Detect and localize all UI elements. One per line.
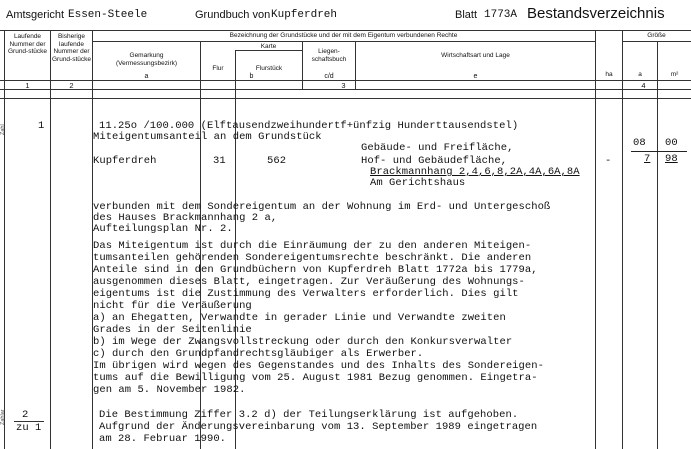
sheet-label: Blatt <box>455 9 478 21</box>
text-line: Im übrigen wird wegen des Gegenstandes und des Inhalts des Sondereigen- <box>93 360 544 372</box>
text-line: Anteile sind in den Grundbüchern von Kupferdreh Blatt 1772a bis 1779a, <box>93 264 538 276</box>
col-head-lfd: Laufende Nummer der Grund-stücke <box>7 33 48 55</box>
entry1-a: 7 <box>644 153 651 165</box>
register-name: Kupferdreh <box>271 9 338 21</box>
group-rule <box>92 41 595 42</box>
col-head-groesse: Größe <box>647 32 666 39</box>
table-top-rule <box>0 30 691 31</box>
entry1-flur: 31 <box>213 155 226 167</box>
text-line: verbunden mit dem Sondereigentum an der Wohnung im Erd- und Untergeschoß <box>93 201 551 213</box>
col-head-gemarkung-sub: (Vermessungsbezirk) <box>115 60 178 67</box>
entry2-lfd: 2 <box>22 409 29 421</box>
col-head-a: a <box>638 71 642 78</box>
col-head-group: Bezeichnung der Grundstücke und der mit dem Eigentum verbundenen Rechte <box>229 32 458 39</box>
col-num-2: 2 <box>69 81 74 90</box>
col-rule-group-end <box>595 30 596 449</box>
col-letter-cd: c/d <box>324 73 334 80</box>
entry1-lage-1: Brackmannhang 2,4,6,8,2A,4A,6A,8A <box>370 166 580 178</box>
col-head-flur: Flur <box>212 65 224 72</box>
body-top-rule <box>0 98 691 99</box>
entry1-wirtschaftsart-2: Hof- und Gebäudefläche, <box>361 155 508 167</box>
entry1-share-line2: Miteigentumsanteil an dem Grundstück <box>93 131 322 143</box>
col-head-m2: m² <box>670 71 679 78</box>
col-num-3: 3 <box>341 81 346 90</box>
text-line: a) an Ehegatten, Verwandte in gerader Linie und Verwandte zweiten <box>93 312 506 324</box>
entry1-flurstueck: 562 <box>267 155 287 167</box>
col-rule-a <box>657 41 658 449</box>
entry1-share-line: 11.25o /100.000 (Elftausendzweihundertf+ünfzig Hunderttausendstel) <box>99 120 519 132</box>
entry1-ha: - <box>605 155 612 167</box>
register-label: Grundbuch von <box>195 9 271 21</box>
col-letter-b: b <box>249 73 254 80</box>
margin-label-top: Zahl <box>0 124 6 135</box>
text-line: tums auf die Bewilligung vom 25. August 1981 Bezug genommen. Eingetra- <box>93 372 538 384</box>
entry2-line: Die Bestimmung Ziffer 3.2 d) der Teilungserklärung ist aufgehoben. <box>99 409 519 421</box>
entry1-lage-2: Am Gerichtshaus <box>370 177 466 189</box>
page-title: Bestandsverzeichnis <box>527 5 665 22</box>
text-line: ausgenommen dieses Blatt, eingetragen. Zur Veräußerung des Wohnungs- <box>93 276 525 288</box>
col-head-wirtschaftsart: Wirtschaftsart und Lage <box>441 52 510 59</box>
text-line: c) durch den Grundpfandrechtsgläubiger als Erwerber. <box>93 348 424 360</box>
col-rule-lfd <box>50 30 51 449</box>
entry1-m2: 98 <box>665 153 678 165</box>
text-line: tumsanteilen gehörenden Sondereigentumsrechte beschränkt. Die anderen <box>93 252 532 264</box>
sheet-number: 1773A <box>484 9 518 21</box>
col-head-liegenschaftsbuch: Liegen-schaftsbuch <box>311 48 347 63</box>
text-line: eigentums ist die Zustimmung des Verwalters erforderlich. Dies gilt <box>93 288 519 300</box>
text-line: gen am 5. November 1982. <box>93 384 246 396</box>
col-rule-ha <box>622 30 623 449</box>
col-head-flurstueck: Flurstück <box>255 65 283 72</box>
entry1-a-struck: 08 <box>633 137 646 149</box>
text-line: Grades in der Seitenlinie <box>93 324 252 336</box>
col-head-karte: Karte <box>260 43 277 50</box>
col-letter-e: e <box>473 73 478 80</box>
col-num-1: 1 <box>25 81 30 90</box>
col-head-bisher: Bisherige laufende Nummer der Grund-stücke <box>51 33 92 63</box>
text-line: Das Miteigentum ist durch die Einräumung der zu den anderen Miteigen- <box>93 240 532 252</box>
court-label: Amtsgericht <box>6 9 65 21</box>
entry1-area-strike-rule <box>631 151 687 152</box>
text-line: Aufteilungsplan Nr. 2. <box>93 223 233 235</box>
text-line: b) im Wege der Zwangsvollstreckung oder durch den Konkursverwalter <box>93 336 513 348</box>
text-line: des Hauses Brackmannhang 2 a, <box>93 212 278 224</box>
col-head-ha: ha <box>605 71 613 78</box>
col-head-gemarkung: Gemarkung <box>129 52 164 59</box>
entry2-ref: zu 1 <box>16 422 42 434</box>
col-num-4: 4 <box>641 81 646 90</box>
entry1-wirtschaftsart-1: Gebäude- und Freifläche, <box>361 142 514 154</box>
entry1-lfd: 1 <box>38 120 45 132</box>
entry2-line: am 28. Februar 1990. <box>99 433 227 445</box>
entry1-m2-struck: 00 <box>665 137 678 149</box>
entry1-gemarkung: Kupferdreh <box>93 155 157 167</box>
text-line: nicht für die Veräußerung <box>93 300 252 312</box>
col-rule-0 <box>4 30 5 449</box>
col-letter-a: a <box>144 73 149 80</box>
margin-label-bottom: Zahlar <box>0 409 6 425</box>
entry2-line: Aufgrund der Änderungsvereinbarung vom 13. September 1989 eingetragen <box>99 421 538 433</box>
court-name: Essen-Steele <box>68 9 148 21</box>
